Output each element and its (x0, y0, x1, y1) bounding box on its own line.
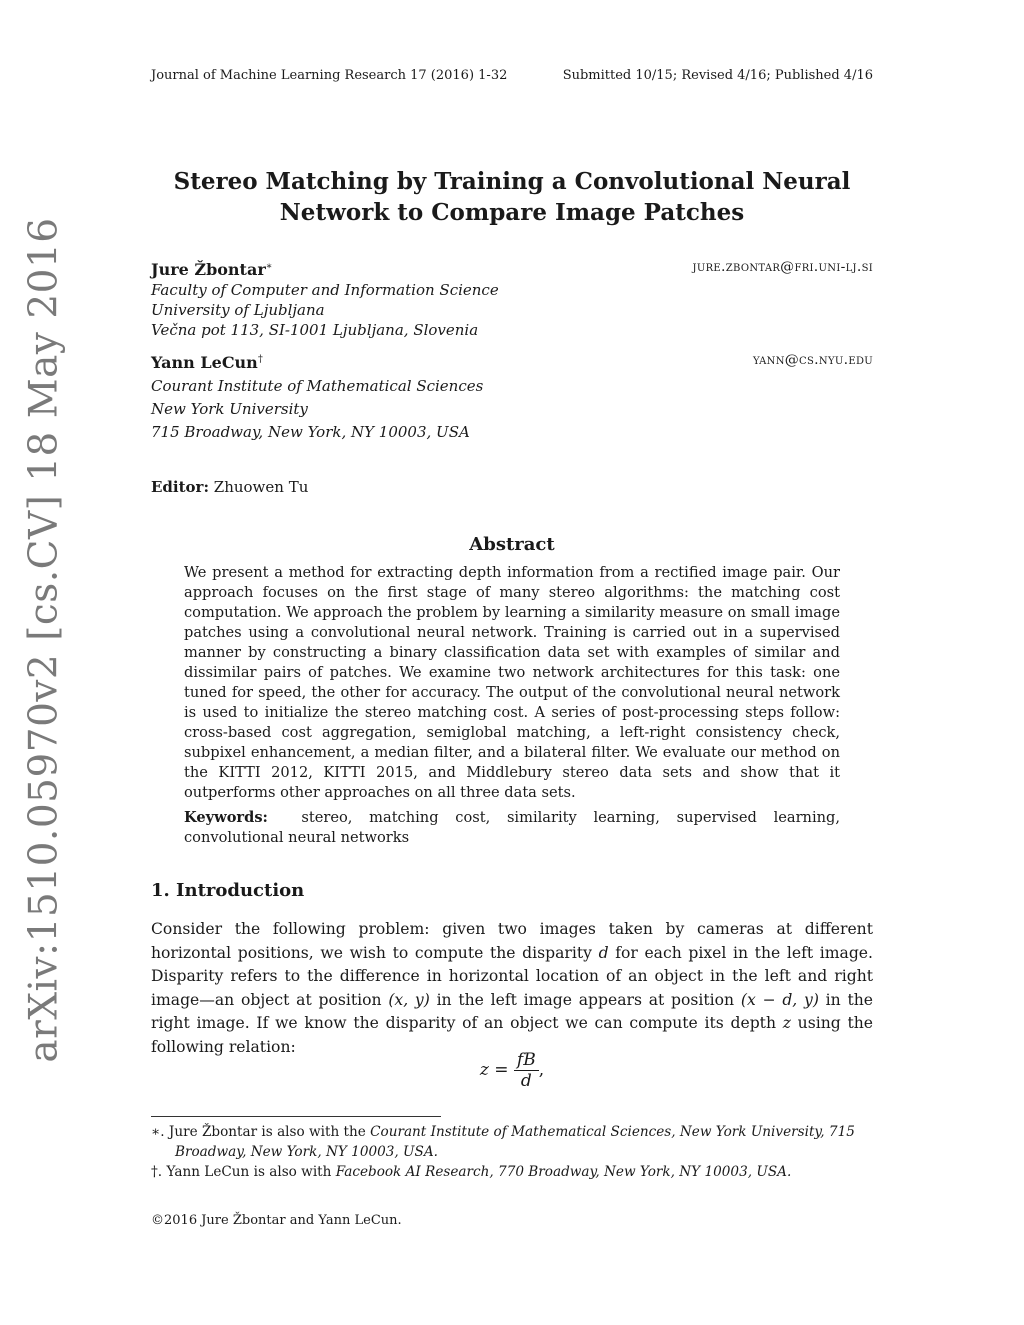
math-position: (x, y) (388, 990, 430, 1009)
footnote-text: Jure Žbontar is also with the (164, 1124, 371, 1140)
arxiv-identifier-stamp: arXiv:1510.05970v2 [cs.CV] 18 May 2016 (21, 217, 67, 1063)
author-footnote-mark: † (257, 354, 263, 365)
footnote-2 (151, 1162, 873, 1182)
title-line-2: Network to Compare Image Patches (279, 199, 745, 226)
keywords-label: Keywords: (184, 809, 268, 826)
author-affiliation-line: New York University (151, 400, 308, 418)
author-email[interactable]: yann@cs.nyu.edu (753, 352, 873, 368)
introduction-paragraph (151, 918, 873, 1059)
math-var-z: z (782, 1014, 791, 1032)
footnote-affiliation: Facebook AI Research, 770 Broadway, New York, NY 10003, USA. (335, 1164, 792, 1180)
footnotes (151, 1122, 873, 1182)
footnote-mark: ∗. (151, 1124, 165, 1140)
depth-equation (0, 1050, 1024, 1091)
author-affiliation-line: University of Ljubljana (151, 301, 325, 319)
author-footnote-mark: ∗ (265, 261, 273, 272)
section-heading-introduction: 1. Introduction (151, 880, 305, 901)
author-affiliation-line: Večna pot 113, SI-1001 Ljubljana, Slovenia (151, 321, 479, 339)
math-position: (x − d, y) (740, 990, 819, 1009)
intro-text: using the following relation: (151, 1014, 873, 1056)
equation-numerator: fB (514, 1050, 539, 1071)
editor-line (151, 478, 308, 496)
paper-title (151, 166, 873, 228)
author-email[interactable]: jure.zbontar@fri.uni-lj.si (692, 259, 873, 275)
author-block-1 (151, 257, 873, 340)
keywords-text: stereo, matching cost, similarity learning, supervised learning, convolutional neural networks (184, 809, 841, 846)
footnote-rule (151, 1116, 441, 1117)
author-affiliation-line: Faculty of Computer and Information Science (151, 281, 499, 299)
footnote-mark: †. (151, 1164, 163, 1180)
intro-text: in the left image appears at position (429, 990, 741, 1009)
abstract-heading: Abstract (469, 534, 555, 555)
math-var-d: d (598, 943, 609, 962)
footnote-text: Yann LeCun is also with (162, 1164, 336, 1180)
editor-name: Zhuowen Tu (213, 478, 309, 496)
journal-header: Journal of Machine Learning Research 17 (2016) 1-32 (151, 68, 508, 83)
equation-denominator: d (520, 1071, 532, 1091)
submission-dates: Submitted 10/15; Revised 4/16; Published 4/16 (562, 68, 873, 83)
copyright-notice: ©2016 Jure Žbontar and Yann LeCun. (151, 1213, 402, 1228)
footnote-1 (151, 1122, 873, 1162)
keywords (184, 808, 840, 848)
intro-text: for each pixel in the left image. Disparity refers to the difference in horizontal location of an object in the left and right image—an object at position (151, 943, 873, 1009)
abstract-text: We present a method for extracting depth information from a rectified image pair. Our approach focuses on the first stage of many stereo algorithms: the matching cost computation. We approach the problem by learning a similarity measure on small image patches using a convolutional neural network. Training is carried out in a supervised manner by constructing a binary classification data set with examples of similar and dissimilar pairs of patches. We examine two network architectures for this task: one tuned for speed, the other for accuracy. The output of the convolutional neural network is used to initialize the stereo matching cost. A series of post-processing steps follow: cross-based cost aggregation, semiglobal matching, a left-right consistency check, subpixel enhancement, a median filter, and a bilateral filter. We evaluate our method on the KITTI 2012, KITTI 2015, and Middlebury stereo data sets and show that it outperforms other approaches on all three data sets. (184, 564, 840, 801)
editor-label: Editor: (151, 478, 209, 496)
title-line-1: Stereo Matching by Training a Convolutional Neural (173, 168, 851, 195)
author-affiliation-line: Courant Institute of Mathematical Sciences (151, 377, 484, 395)
author-affiliation-line: 715 Broadway, New York, NY 10003, USA (151, 423, 470, 441)
footnote-affiliation: Courant Institute of Mathematical Sciences, New York University, 715 Broadway, New York, NY 10003, USA. (175, 1124, 855, 1160)
author-name: Jure Žbontar (151, 260, 266, 279)
author-name: Yann LeCun (151, 353, 258, 372)
intro-text: Consider the following problem: given two images taken by cameras at different horizontal positions, we wish to compute the disparity (151, 920, 873, 962)
equation-comma: , (538, 1060, 545, 1080)
author-block-2 (151, 350, 873, 442)
intro-text: in the right image. If we know the disparity of an object we can compute its depth (151, 990, 874, 1032)
equation-lhs: z = (479, 1060, 509, 1080)
equation-fraction (514, 1050, 539, 1091)
